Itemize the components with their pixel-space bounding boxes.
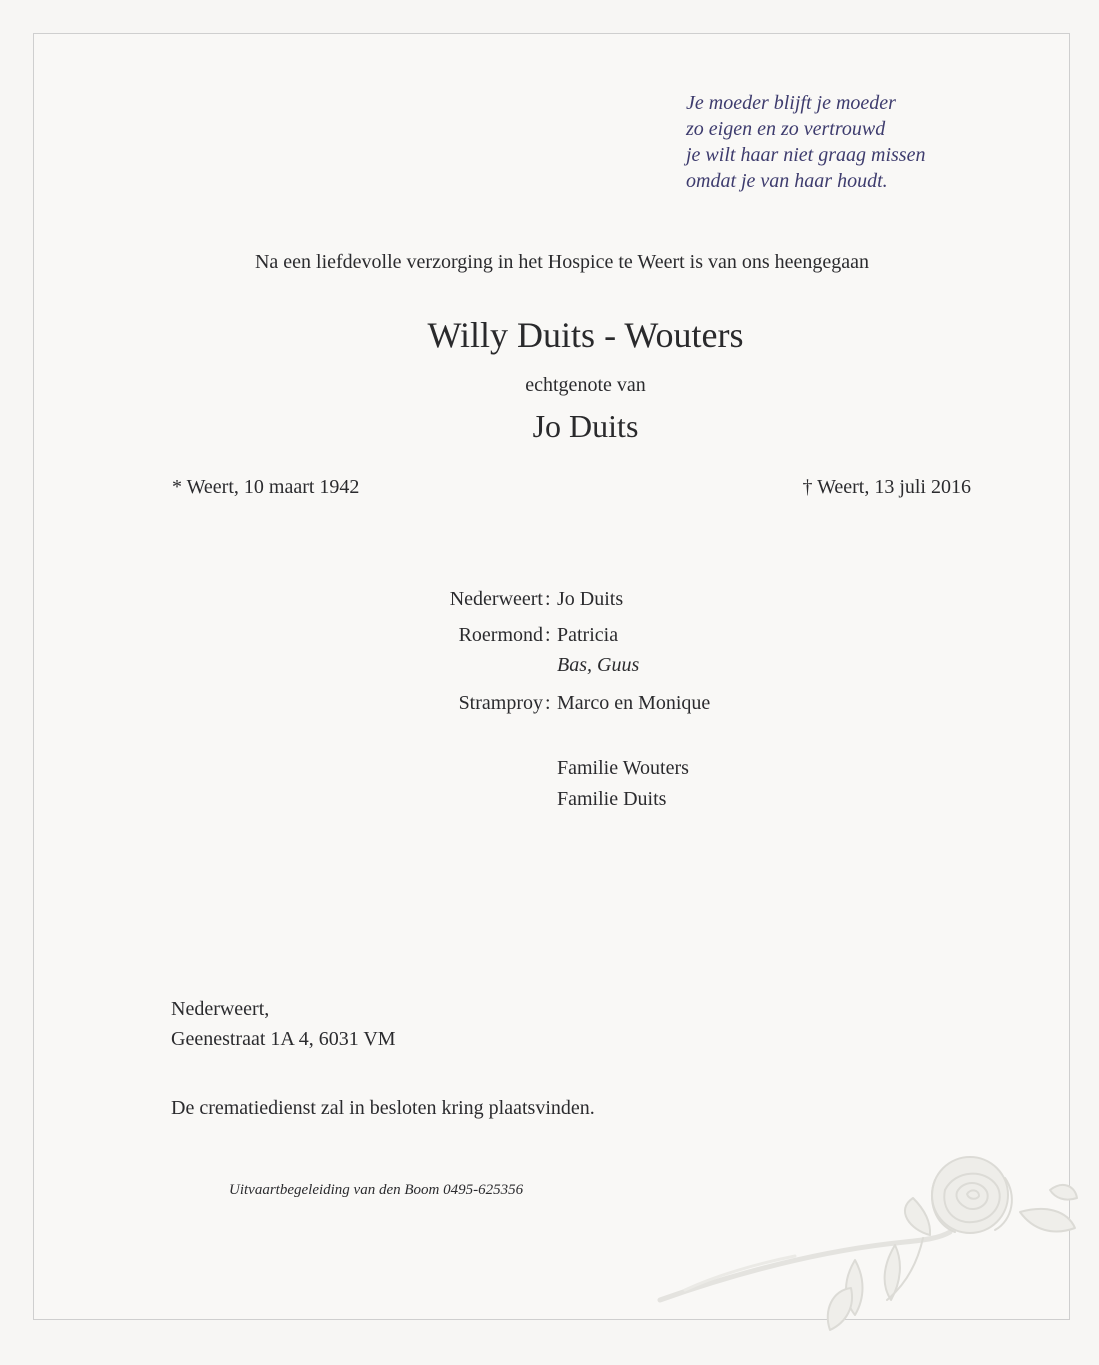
family-names: Marco en Monique: [557, 692, 711, 714]
family-grandchildren: Bas, Guus: [557, 654, 640, 676]
family-colon: :: [545, 588, 551, 610]
rose-icon: [655, 1150, 1085, 1355]
poem-line: je wilt haar niet graag missen: [686, 144, 926, 166]
address-street: Geenestraat 1A 4, 6031 VM: [171, 1028, 396, 1050]
family-colon: :: [545, 692, 551, 714]
family-names: Jo Duits: [557, 588, 624, 610]
undertaker-credit: Uitvaartbegeleiding van den Boom 0495-625356: [229, 1182, 524, 1198]
family-colon: :: [545, 624, 551, 646]
birth-date: * Weert, 10 maart 1942: [172, 476, 360, 498]
family-names: Familie Duits: [557, 788, 667, 810]
family-place: Nederweert: [449, 588, 543, 610]
spouse-label: echtgenote van: [525, 374, 646, 396]
poem-line: omdat je van haar houdt.: [686, 170, 888, 192]
family-names: Familie Wouters: [557, 757, 689, 779]
card-border: [33, 33, 1070, 1320]
deceased-name: Willy Duits - Wouters: [427, 315, 744, 355]
cremation-notice: De crematiedienst zal in besloten kring plaatsvinden.: [171, 1097, 595, 1119]
poem: [686, 90, 925, 194]
family-names: Patricia: [557, 624, 619, 646]
spouse-name: Jo Duits: [532, 408, 639, 444]
family-place: Stramproy: [458, 692, 543, 714]
death-date: † Weert, 13 juli 2016: [802, 476, 971, 498]
poem-line: zo eigen en zo vertrouwd: [686, 118, 886, 140]
family-place: Roermond: [458, 624, 543, 646]
poem-line: Je moeder blijft je moeder: [686, 92, 896, 114]
address-city: Nederweert,: [171, 998, 270, 1020]
address: [171, 994, 396, 1054]
intro-text: Na een liefdevolle verzorging in het Hospice te Weert is van ons heengegaan: [254, 251, 870, 273]
